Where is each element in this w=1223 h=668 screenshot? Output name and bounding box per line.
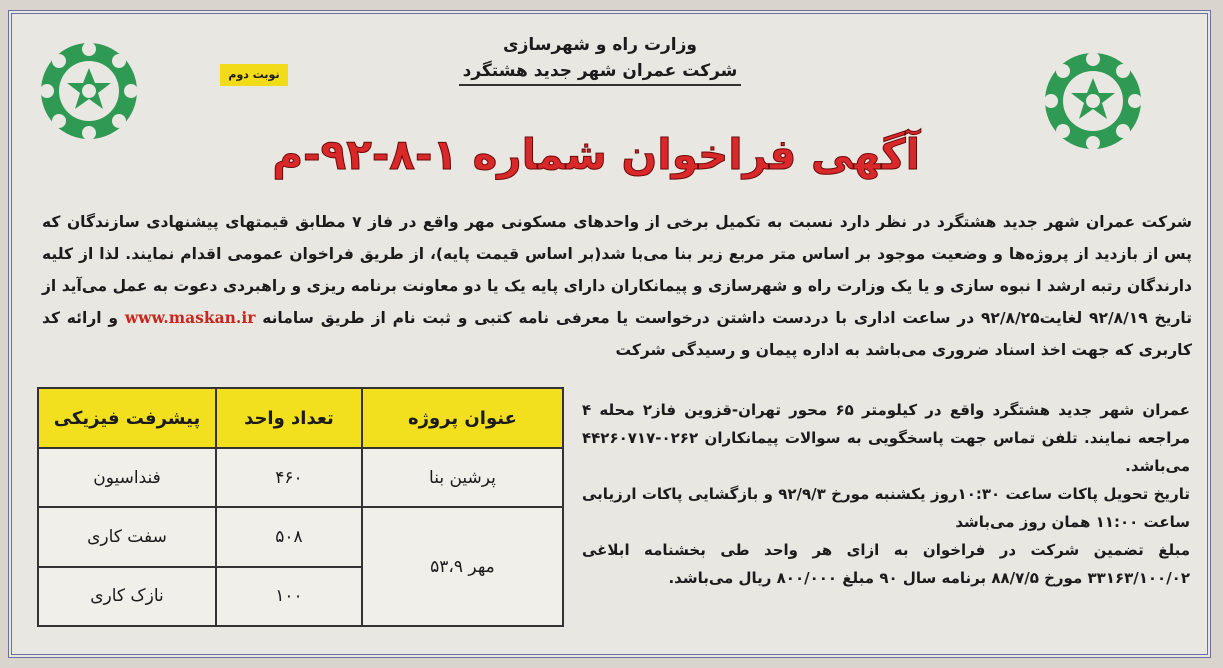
header-project-title: عنوان پروژه [362, 388, 563, 448]
notice-details [582, 396, 1190, 592]
emblem-logo-icon [1038, 46, 1148, 156]
detail-line: پاکات ارزیابی ساعت ۱۱:۰۰ همان روز می‌باشد [582, 485, 1190, 531]
ministry-name: وزارت راه و شهرسازی [502, 35, 697, 55]
company-name: شرکت عمران شهر جدید هشتگرد [459, 58, 742, 86]
table-header-row [38, 388, 563, 448]
body-line: شرکت عمران شهر جدید هشتگرد در نظر دارد نسبت به تکمیل برخی از واحدهای مسکونی مهر واقع در فاز ۷ مطابق قیمتهای پیشنهادی [146, 213, 1192, 231]
detail-line: محله ۴ مراجعه نمایند. تلفن تماس جهت پاسخگویی به سوالات پیمانکاران [582, 401, 1190, 447]
detail-line: تاریخ تحویل پاکات ساعت ۱۰:۳۰روز یکشنبه مورخ ۹۲/۹/۳ و بازگشایی [687, 485, 1190, 503]
detail-line: ۰۲۶۲-۴۴۲۶۰۷۱۷ می‌باشد. [582, 429, 1190, 475]
body-line: عمومی اقدام نمایند. لذا از کلیه دارندگان رتبه ارشد ا نبوه سازی و یا یک وزارت راه و شهرسازی و پیمانکاران دارای پایه یک یا دو معاونت [42, 245, 1193, 295]
header-physical-progress: پیشرفت فیزیکی [38, 388, 216, 448]
detail-line: عمران شهر جدید هشتگرد واقع در کیلومتر ۶۵ محور تهران-قزوین فاز۲ [642, 401, 1190, 419]
website-link[interactable]: www.maskan.ir [124, 308, 256, 327]
progress-cell: نازک کاری [38, 567, 216, 626]
progress-cell: فنداسیون [38, 448, 216, 507]
project-cell: مهر ۵۳،۹ [362, 507, 563, 626]
body-line: برنامه ریزی و راهبردی دعوت به عمل می‌آید از تاریخ ۹۲/۸/۱۹ لغایت۹۲/۸/۲۵ در ساعت اداری با دردست داشتن درخواست یا معرفی نامه [42, 277, 1193, 327]
table-row [38, 507, 563, 566]
units-cell: ۴۶۰ [216, 448, 362, 507]
notice-body [42, 206, 1192, 366]
project-table [37, 387, 564, 627]
round-badge: نوبت دوم [220, 64, 288, 86]
table-row [38, 448, 563, 507]
units-cell: ۵۰۸ [216, 507, 362, 566]
project-cell: پرشین بنا [362, 448, 563, 507]
detail-line: مبلغ تضمین شرکت در فراخوان به ازای هر واحد طی بخشنامه ابلاغی [582, 541, 1190, 559]
header-unit-count: تعداد واحد [216, 388, 362, 448]
progress-cell: سفت کاری [38, 507, 216, 566]
notice-title: آگهی فراخوان شماره ۱-۸-۹۲-م [272, 130, 920, 179]
units-cell: ۱۰۰ [216, 567, 362, 626]
notice-header [440, 32, 760, 86]
body-line: سازندگان که پس از بازدید از پروژه‌ها و وضعیت موجود بر اساس متر مربع زیر بنا می‌با شد(بر اساس قیمت پایه)، از طریق فراخوان [42, 213, 1192, 263]
body-line: و ارائه کد کاربری که جهت اخذ اسناد ضروری می‌باشد به اداره پیمان و رسیدگی شرکت [42, 309, 1192, 359]
emblem-logo-icon [34, 36, 144, 146]
body-line: کتبی و ثبت نام از طریق سامانه [262, 309, 512, 327]
detail-line: ۳۳۱۶۳/۱۰۰/۰۲ مورخ ۸۸/۷/۵ برنامه سال ۹۰ مبلغ ۸۰۰/۰۰۰ ریال می‌باشد. [668, 569, 1190, 587]
